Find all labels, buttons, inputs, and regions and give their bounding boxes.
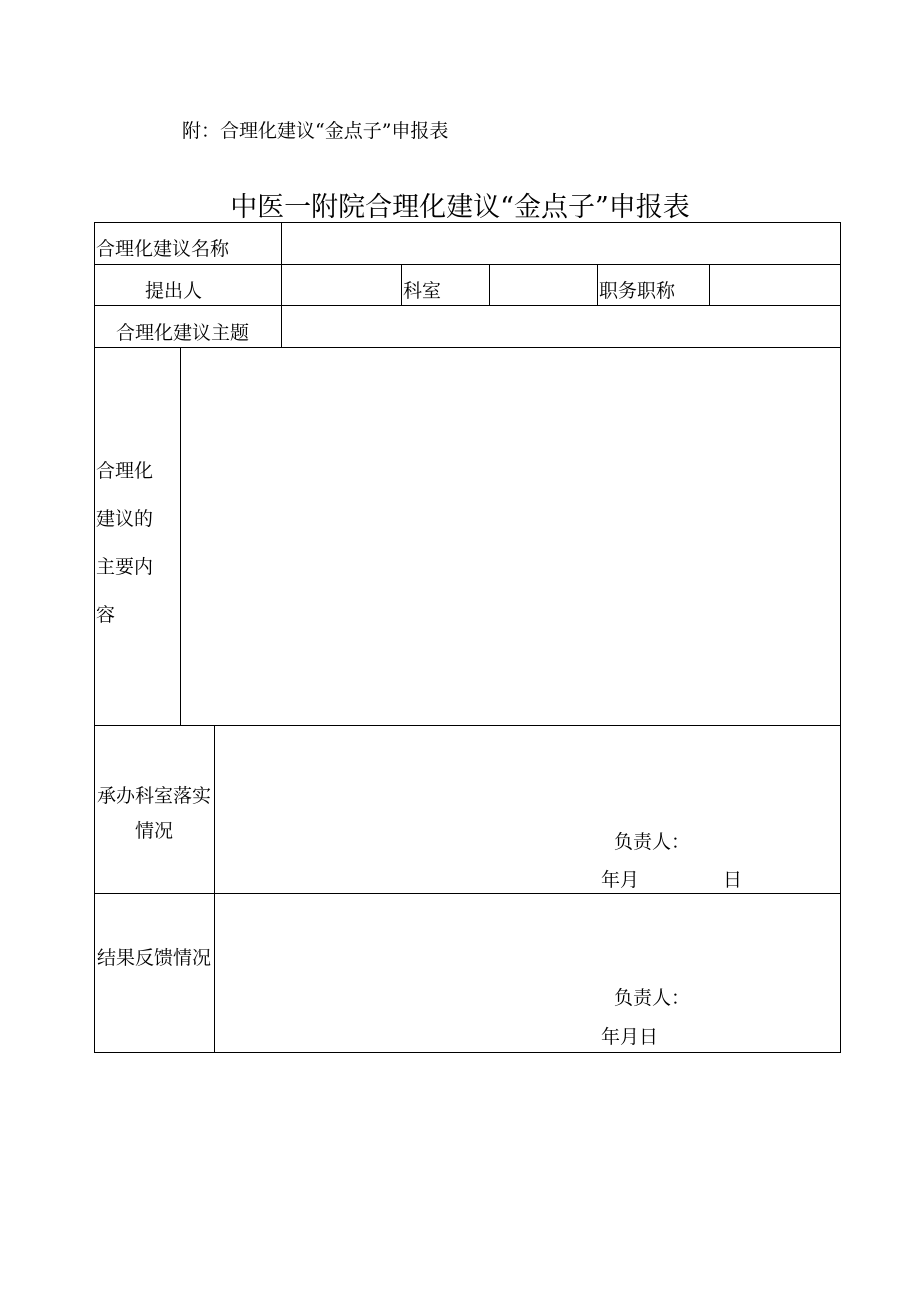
column-divider	[281, 222, 282, 347]
column-divider	[709, 264, 710, 305]
proposal-content-label: 合理化建议的主要内容	[96, 460, 154, 626]
implementation-date-label: 年月	[601, 869, 640, 891]
row-divider	[94, 305, 840, 306]
column-divider	[180, 347, 181, 725]
result-feedback-field[interactable]	[216, 895, 838, 1050]
position-title-label: 职务职称	[599, 280, 676, 302]
implementation-status-field[interactable]	[216, 727, 838, 892]
column-divider	[597, 264, 598, 305]
row-divider	[94, 893, 840, 894]
row-divider	[94, 347, 840, 348]
implementation-day-label: 日	[723, 869, 743, 891]
proposal-content-field[interactable]	[182, 349, 838, 724]
feedback-date-label: 年月日	[601, 1026, 659, 1048]
row-divider	[94, 264, 840, 265]
column-divider	[401, 264, 402, 305]
column-divider	[489, 264, 490, 305]
feedback-responsible-label: 负责人：	[614, 987, 691, 1009]
department-field[interactable]	[491, 266, 596, 304]
form-title: 中医一附院合理化建议“金点子”申报表	[230, 192, 690, 223]
implementation-responsible-label: 负责人：	[614, 831, 691, 853]
proposal-topic-field[interactable]	[283, 307, 838, 346]
proposal-name-field[interactable]	[283, 224, 838, 263]
position-title-field[interactable]	[711, 266, 838, 304]
proposal-name-label: 合理化建议名称	[96, 238, 230, 260]
proposal-topic-label: 合理化建议主题	[116, 322, 250, 344]
column-divider	[214, 725, 215, 1052]
proposer-label: 提出人	[145, 280, 203, 302]
row-divider	[94, 725, 840, 726]
implementation-status-label: 承办科室落实情况	[96, 785, 211, 842]
result-feedback-label: 结果反馈情况	[96, 947, 211, 969]
attachment-line: 附：合理化建议“金点子”申报表	[182, 120, 449, 142]
department-label: 科室	[403, 280, 442, 302]
proposer-field[interactable]	[283, 266, 400, 304]
